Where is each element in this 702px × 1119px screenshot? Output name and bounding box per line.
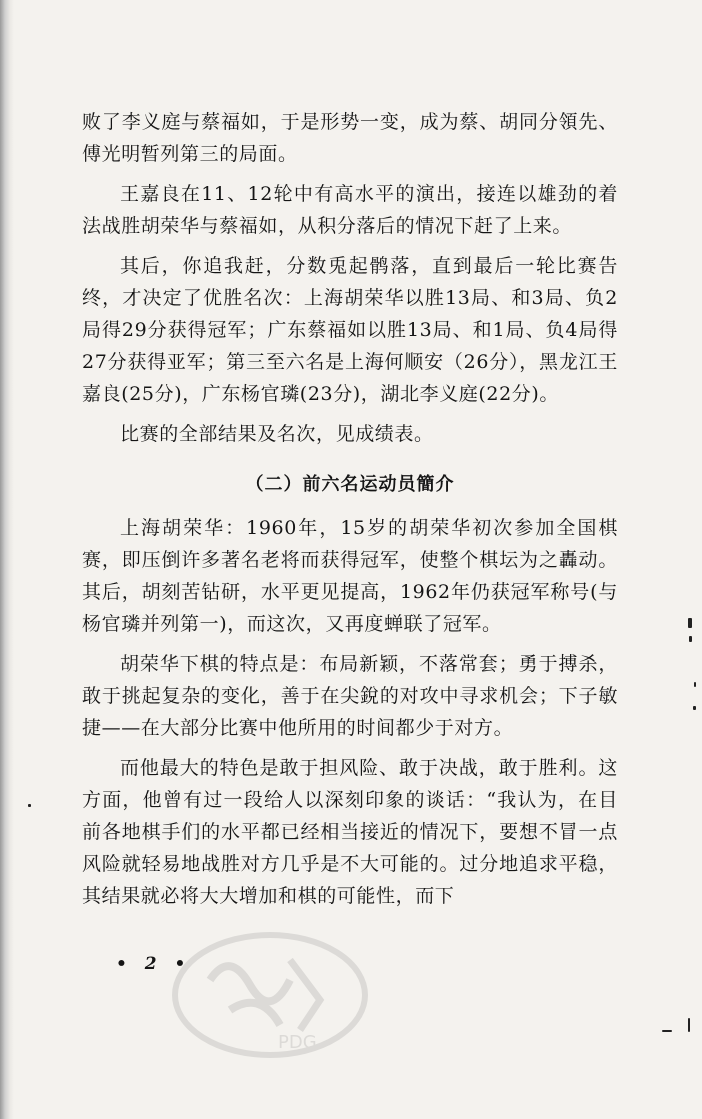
scan-speck — [688, 618, 692, 628]
paragraph-5: 上海胡荣华：1960年，15岁的胡荣华初次参加全国棋赛，即压倒许多著名老将而获得冠军，使整个棋坛为之轟动。其后，胡刻苦钻研，水平更见提高，1962年仍获冠军称号(与杨官璘并列第一)，而这次，又再度蝉联了冠军。 — [82, 517, 618, 635]
page-body — [82, 106, 618, 912]
paragraph-3: 其后，你追我赶，分数兎起鹘落，直到最后一轮比赛告终，才决定了优胜名次：上海胡荣华以胜13局、和3局、负2局得29分获得冠军；广东蔡福如以胜13局、和1局、负4局得27分获得亚军；第三至六名是上海何顺安（26分），黑龙江王嘉良(25分)，广东杨官璘(23分)，湖北李义庭(22分)。 — [82, 255, 618, 405]
scan-speck — [688, 1018, 690, 1032]
paragraph-2: 王嘉良在11、12轮中有高水平的演出，接连以雄劲的着法战胜胡荣华与蔡福如，从积分落后的情况下赶了上来。 — [82, 183, 618, 237]
scan-speck — [28, 804, 31, 807]
paragraph-6: 胡荣华下棋的特点是：布局新颖，不落常套；勇于搏杀，敢于挑起复杂的变化，善于在尖銳的对攻中寻求机会；下子敏捷——在大部分比赛中他所用的时间都少于对方。 — [82, 653, 618, 739]
page-number: • 2 • — [116, 954, 192, 974]
watermark-text: PDG — [278, 1032, 317, 1053]
section-title: （二）前六名运动员簡介 — [245, 474, 455, 495]
scan-speck — [693, 706, 696, 710]
scan-speck — [694, 682, 696, 687]
paragraph-1: 败了李义庭与蔡福如，于是形势一变，成为蔡、胡同分領先、傅光明暂列第三的局面。 — [82, 111, 618, 165]
scan-speck — [662, 1030, 672, 1032]
book-spine-edge — [0, 0, 14, 1119]
paragraph-4: 比赛的全部结果及名次，见成绩表。 — [120, 423, 434, 445]
paragraph-7: 而他最大的特色是敢于担风险、敢于决战，敢于胜利。这方面，他曾有过一段给人以深刻印象的谈话：“我认为，在目前各地棋手们的水平都已经相当接近的情况下，要想不冒一点风险就轻易地战胜对方几乎是不大可能的。过分地追求平稳，其结果就必将大大增加和棋的可能性，而下 — [82, 757, 618, 907]
scan-speck — [689, 636, 692, 642]
watermark-seal — [170, 930, 370, 1060]
